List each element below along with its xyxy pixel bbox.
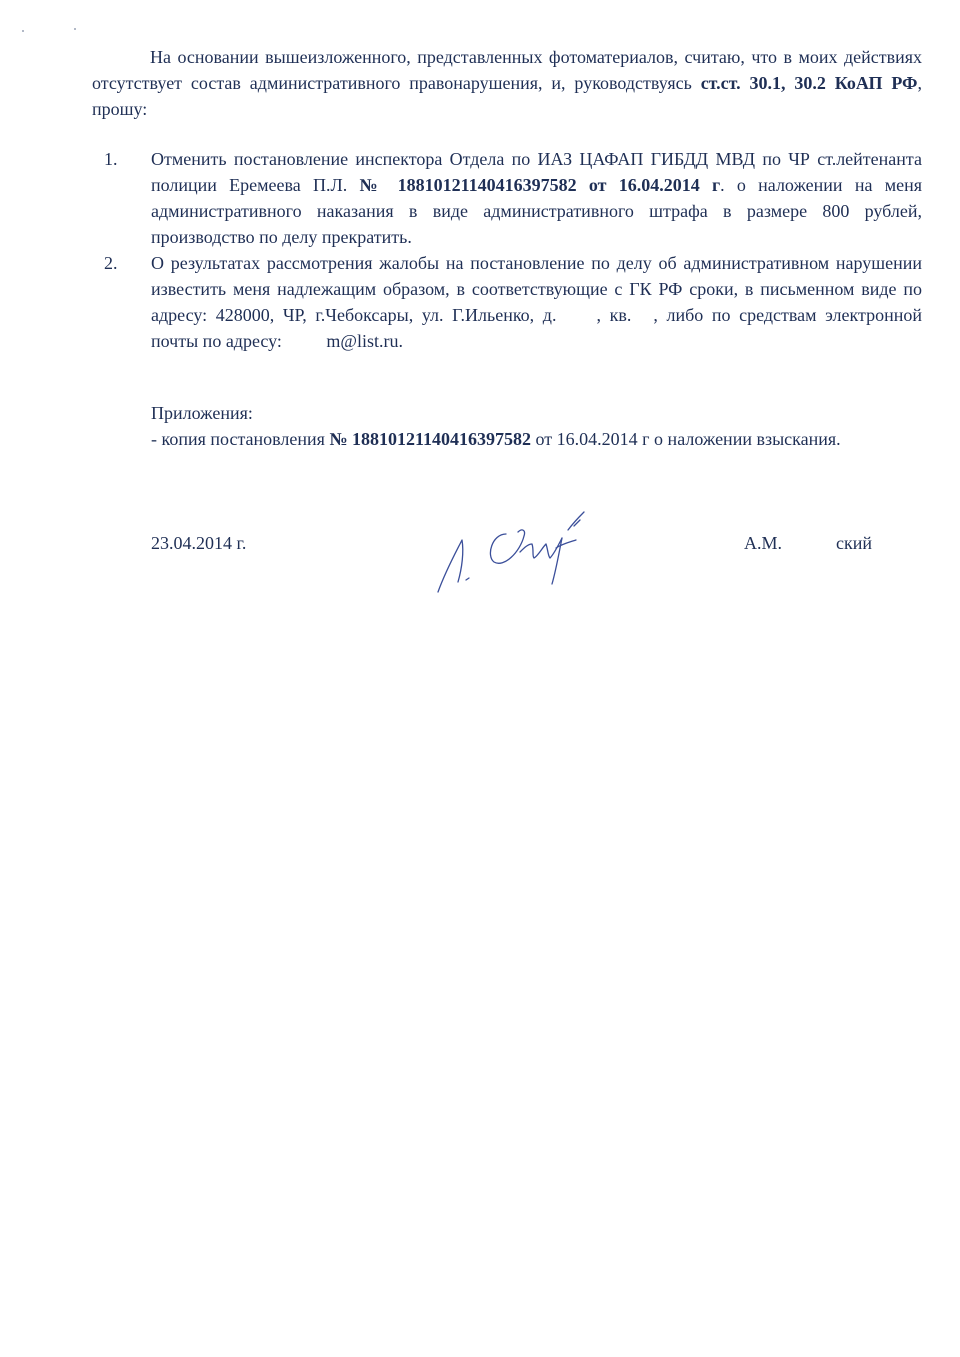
attachment-suffix: от 16.04.2014 г о наложении взыскания. [531, 429, 841, 449]
request-1-text-after: . о наложении на меня административного наказания в виде административного штрафа в размере 800 рублей, производство по делу прекратить. [151, 175, 922, 247]
document-date: 23.04.2014 г. [151, 533, 247, 553]
request-item-2 [104, 250, 922, 354]
request-text [151, 146, 922, 250]
request-1-text-before: Отменить постановление инспектора Отдела по ИАЗ ЦАФАП ГИБДД МВД по ЧР ст.лейтенанта полиции Еремеева П.Л. [151, 149, 922, 195]
request-2-text-part1: О результатах рассмотрения жалобы на постановление по делу об административном нарушении известить меня надлежащим образом, в соответствующие с ГК РФ сроки, в письменном виде по адресу: 428000, ЧР, г.Чебоксары, ул. Г.Ильенко, д. [151, 253, 922, 325]
email-address: m@list.ru. [326, 331, 404, 351]
request-item-1 [104, 146, 922, 250]
intro-articles: ст.ст. 30.1, 30.2 КоАП РФ [700, 73, 918, 93]
signer-name [744, 530, 872, 556]
attachment-ruling-number: № 18810121140416397582 [329, 429, 532, 449]
request-number: 2. [104, 253, 118, 273]
ruling-reference: № 18810121140416397582 от 16.04.2014 г [359, 175, 721, 195]
signer-initials: А.М. [744, 533, 783, 553]
intro-text-before: На основании вышеизложенного, представленных фотоматериалов, считаю, что в моих действиях отсутствует состав административного правонарушения, и, руководствуясь [92, 47, 922, 93]
request-2-text-part2: , кв. [596, 305, 632, 325]
request-text [151, 250, 922, 354]
request-number: 1. [104, 149, 118, 169]
request-2-text-part3: , либо по средствам электронной почты по адресу: [151, 305, 923, 351]
intro-text-after: , прошу: [92, 73, 922, 119]
handwritten-signature [428, 508, 598, 600]
attachment-item [151, 426, 841, 452]
attachments-title: Приложения: [151, 403, 253, 423]
attachment-prefix: - копия постановления [151, 429, 330, 449]
signer-surname: ский [836, 533, 873, 553]
intro-paragraph [92, 44, 922, 122]
